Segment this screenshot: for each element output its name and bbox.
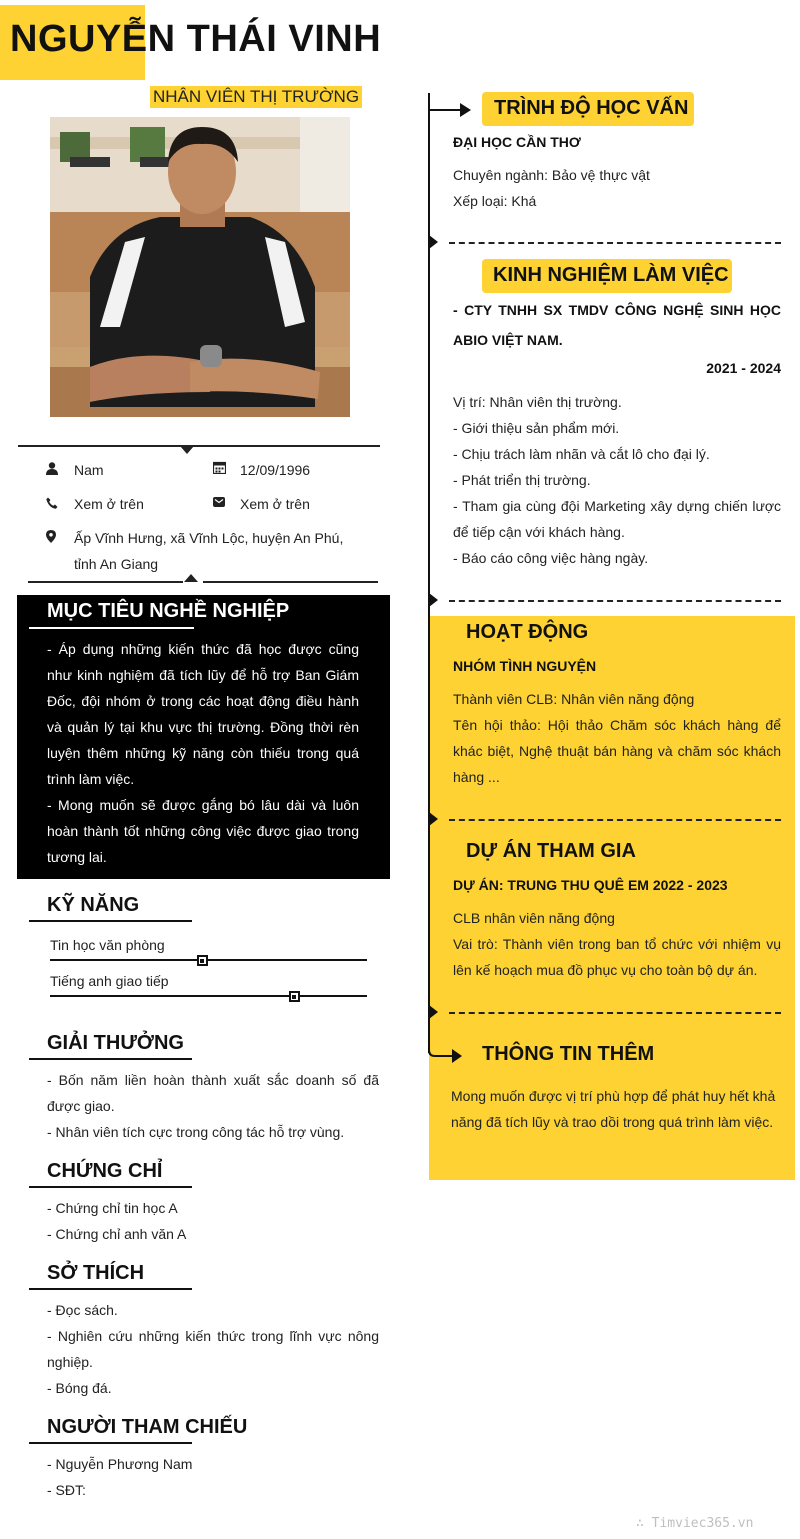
timeline-end-arrow-icon <box>428 1040 464 1071</box>
education-grade: Xếp loại: Khá <box>453 193 537 209</box>
education-title: TRÌNH ĐỘ HỌC VẤN <box>494 97 689 119</box>
awards-underline <box>29 1058 192 1060</box>
experience-item: - Giới thiệu sản phẩm mới. <box>453 420 620 436</box>
timeline-marker <box>429 812 438 826</box>
timeline-marker <box>429 1005 438 1019</box>
gender: Nam <box>74 462 104 478</box>
info-divider-bottom-right <box>203 581 378 583</box>
candidate-name: NGUYỄN THÁI VINH <box>10 18 382 60</box>
reference-item: - Nguyễn Phương Nam <box>47 1456 193 1472</box>
additional-info-text: Mong muốn được vị trí phù hợp để phát huy hết khả năng đã tích lũy và trao dồi trong quá trình làm việc. <box>451 1088 776 1130</box>
hobbies-title: SỞ THÍCH <box>47 1262 145 1284</box>
experience-details <box>453 389 781 571</box>
activities-group: NHÓM TÌNH NGUYỆN <box>453 658 597 674</box>
additional-info-title: THÔNG TIN THÊM <box>482 1043 655 1065</box>
career-objective-text <box>47 636 359 870</box>
project-item: Vai trò: Thành viên trong ban tổ chức với nhiệm vụ lên kế hoạch mua đồ phục vụ cho toàn bộ dự án. <box>453 936 781 978</box>
award-item: - Nhân viên tích cực trong công tác hỗ trợ vùng. <box>47 1124 345 1140</box>
education-major: Chuyên ngành: Bảo vệ thực vật <box>453 167 650 183</box>
info-divider-top <box>18 445 380 447</box>
email-icon <box>213 495 227 509</box>
address-line-1: Ấp Vĩnh Hưng, xã Vĩnh Lộc, huyện An Phú, <box>74 530 344 546</box>
experience-item: - Báo cáo công việc hàng ngày. <box>453 550 649 566</box>
reference-item: - SĐT: <box>47 1482 86 1498</box>
experience-item: - Phát triển thị trường. <box>453 472 591 488</box>
award-item: - Bốn năm liền hoàn thành xuất sắc doanh số đã được giao. <box>47 1072 379 1114</box>
info-divider-bottom-left <box>28 581 183 583</box>
location-icon <box>46 530 60 544</box>
references-underline <box>29 1442 192 1444</box>
phone-icon <box>46 496 60 510</box>
education-school: ĐẠI HỌC CẦN THƠ <box>453 134 581 150</box>
email: Xem ở trên <box>240 496 310 512</box>
profile-photo <box>50 117 350 417</box>
skill-label: Tin học văn phòng <box>50 937 165 953</box>
job-title: NHÂN VIÊN THỊ TRƯỜNG <box>150 86 362 108</box>
experience-item: - Tham gia cùng đội Marketing xây dựng chiến lược để tiếp cận với khách hàng. <box>453 498 781 540</box>
skill-bar-track <box>50 995 367 997</box>
timeline-marker <box>429 235 438 249</box>
experience-item: Vị trí: Nhân viên thị trường. <box>453 394 622 410</box>
career-objective-paragraph-2: - Mong muốn sẽ được gắng bó lâu dài và luôn hoàn thành tốt những công việc được giao trong tương lai. <box>47 797 359 865</box>
hobby-item: - Đọc sách. <box>47 1302 118 1318</box>
activities-title: HOẠT ĐỘNG <box>466 621 589 643</box>
address-line-2: tỉnh An Giang <box>74 556 159 572</box>
certificate-item: - Chứng chỉ anh văn A <box>47 1226 187 1242</box>
hobby-item: - Nghiên cứu những kiến thức trong lĩnh vực nông nghiệp. <box>47 1328 379 1370</box>
watermark: ∴ Timviec365.vn <box>636 1516 754 1531</box>
hobbies-text <box>47 1297 379 1401</box>
timeline-marker <box>429 593 438 607</box>
references-title: NGƯỜI THAM CHIẾU <box>47 1416 248 1438</box>
certificates-underline <box>29 1186 192 1188</box>
info-divider-top-marker <box>180 446 194 454</box>
projects-name: DỰ ÁN: TRUNG THU QUÊ EM 2022 - 2023 <box>453 877 728 893</box>
career-objective-paragraph-1: - Áp dụng những kiến thức đã học được cũng như kinh nghiệm đã tích lũy để hỗ trợ Ban Giám Đốc, đội nhóm ở trong các hoạt động điều hành và quản lý tại khu vực thị trường. Đồng thời rèn luyện thêm những kỹ năng còn thiếu trong quá trình làm việc. <box>47 641 359 787</box>
skill-bar-track <box>50 959 367 961</box>
awards-text <box>47 1067 379 1145</box>
certificate-item: - Chứng chỉ tin học A <box>47 1200 178 1216</box>
experience-period: 2021 - 2024 <box>706 360 781 376</box>
project-item: CLB nhân viên năng động <box>453 910 615 926</box>
calendar-icon <box>213 461 227 475</box>
birthday: 12/09/1996 <box>240 462 311 478</box>
references-text <box>47 1451 379 1503</box>
projects-details <box>453 905 781 983</box>
activities-details <box>453 686 781 790</box>
user-icon <box>46 462 60 476</box>
skills-underline <box>29 920 192 922</box>
skill-label: Tiếng anh giao tiếp <box>50 973 169 989</box>
timeline-arrow-icon <box>430 101 472 124</box>
experience-item: - Chịu trách làm nhãn và cắt lô cho đại lý. <box>453 446 710 462</box>
section-divider <box>449 242 781 244</box>
skill-level-marker <box>289 991 300 1002</box>
awards-title: GIẢI THƯỞNG <box>47 1032 184 1054</box>
education-details <box>453 162 781 214</box>
section-divider <box>449 819 781 821</box>
activity-item: Thành viên CLB: Nhân viên năng động <box>453 691 695 707</box>
skill-level-marker <box>197 955 208 966</box>
experience-title: KINH NGHIỆM LÀM VIỆC <box>493 264 729 286</box>
skills-title: KỸ NĂNG <box>47 894 140 916</box>
activity-item: Tên hội thảo: Hội thảo Chăm sóc khách hàng để khác biệt, Nghệ thuật bán hàng và chăm sóc khách hàng ... <box>453 717 781 785</box>
projects-title: DỰ ÁN THAM GIA <box>466 840 636 862</box>
experience-company: - CTY TNHH SX TMDV CÔNG NGHỆ SINH HỌC ABIO VIỆT NAM. <box>453 302 781 348</box>
certificates-text <box>47 1195 379 1247</box>
info-divider-bottom-marker <box>184 574 198 582</box>
phone: Xem ở trên <box>74 496 144 512</box>
section-divider <box>449 600 781 602</box>
career-objective-title: MỤC TIÊU NGHỀ NGHIỆP <box>47 600 290 622</box>
certificates-title: CHỨNG CHỈ <box>47 1160 163 1182</box>
career-objective-underline <box>29 627 194 629</box>
hobbies-underline <box>29 1288 192 1290</box>
hobby-item: - Bóng đá. <box>47 1380 112 1396</box>
section-divider <box>449 1012 781 1014</box>
